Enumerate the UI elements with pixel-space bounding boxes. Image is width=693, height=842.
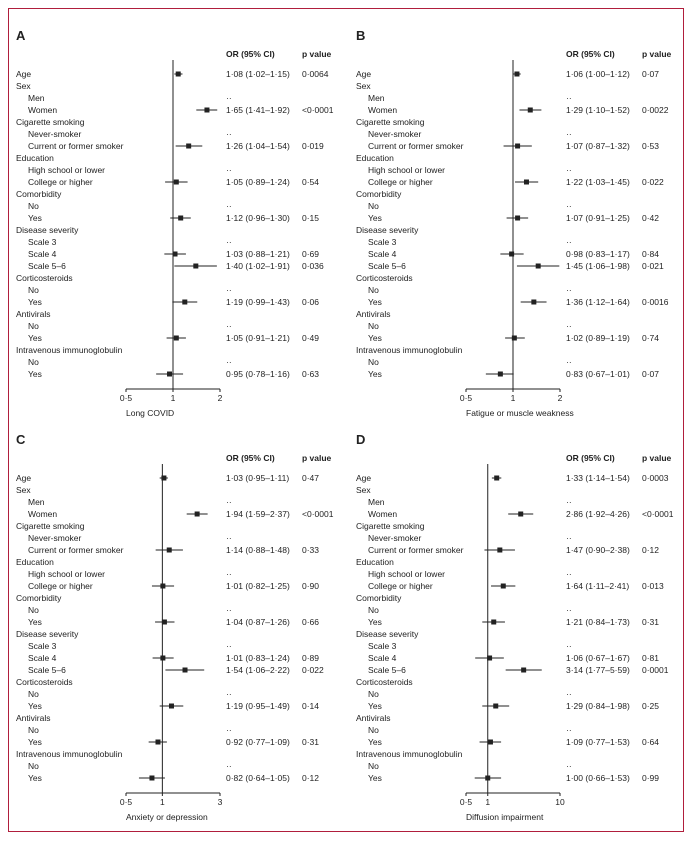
row-label: Age xyxy=(16,69,32,79)
row-label: Scale 5–6 xyxy=(368,261,406,271)
or-point-marker xyxy=(167,372,172,377)
row-label: Scale 4 xyxy=(28,653,57,663)
or-point-marker xyxy=(531,300,536,305)
or-point-marker xyxy=(178,216,183,221)
group-label: Antivirals xyxy=(16,309,51,319)
row-label: Yes xyxy=(28,617,42,627)
p-value: 0·54 xyxy=(302,177,320,187)
or-ci-value: 1·45 (1·06–1·98) xyxy=(566,261,630,271)
row-label: Scale 3 xyxy=(368,237,397,247)
group-label: Corticosteroids xyxy=(16,273,73,283)
row-label: Yes xyxy=(28,737,42,747)
row-label: Yes xyxy=(28,773,42,783)
row-label: Men xyxy=(28,497,45,507)
or-ci-value: 1·05 (0·91–1·21) xyxy=(226,333,290,343)
group-label: Cigarette smoking xyxy=(16,521,85,531)
or-point-marker xyxy=(491,620,496,625)
p-value: 0·07 xyxy=(642,69,660,79)
row-label: No xyxy=(28,285,39,295)
or-column-header: OR (95% CI) xyxy=(226,453,275,463)
or-point-marker xyxy=(160,584,165,589)
group-label: Sex xyxy=(356,485,371,495)
or-ci-value: 1·22 (1·03–1·45) xyxy=(566,177,630,187)
group-label: Comorbidity xyxy=(16,593,62,603)
or-column-header: OR (95% CI) xyxy=(566,453,615,463)
or-ci-value: 1·29 (1·10–1·52) xyxy=(566,105,630,115)
forest-plot-svg xyxy=(14,26,354,436)
p-column-header: p value xyxy=(642,49,672,59)
or-point-marker xyxy=(176,72,181,77)
reference-dots: ·· xyxy=(226,357,232,367)
row-label: Never-smoker xyxy=(368,129,422,139)
p-value: 0·42 xyxy=(642,213,660,223)
row-label: Age xyxy=(16,473,32,483)
row-label: College or higher xyxy=(28,581,93,591)
p-value: 0·036 xyxy=(302,261,324,271)
or-ci-value: 1·08 (1·02–1·15) xyxy=(226,69,290,79)
or-point-marker xyxy=(518,512,523,517)
or-ci-value: 1·54 (1·06–2·22) xyxy=(226,665,290,675)
or-ci-value: 1·01 (0·83–1·24) xyxy=(226,653,290,663)
or-point-marker xyxy=(485,776,490,781)
row-label: Yes xyxy=(28,213,42,223)
or-column-header: OR (95% CI) xyxy=(566,49,615,59)
group-label: Corticosteroids xyxy=(356,273,413,283)
row-label: Never-smoker xyxy=(368,533,422,543)
row-label: Yes xyxy=(368,369,382,379)
or-point-marker xyxy=(173,252,178,257)
or-point-marker xyxy=(174,180,179,185)
or-point-marker xyxy=(509,252,514,257)
row-label: No xyxy=(368,321,379,331)
group-label: Corticosteroids xyxy=(16,677,73,687)
forest-plot-svg xyxy=(354,26,693,436)
group-label: Corticosteroids xyxy=(356,677,413,687)
p-value: 0·022 xyxy=(302,665,324,675)
row-label: Yes xyxy=(368,297,382,307)
row-label: No xyxy=(368,761,379,771)
or-point-marker xyxy=(493,704,498,709)
reference-dots: ·· xyxy=(566,725,572,735)
p-value: 0·15 xyxy=(302,213,320,223)
p-column-header: p value xyxy=(642,453,672,463)
reference-dots: ·· xyxy=(566,605,572,615)
panel-letter: C xyxy=(16,432,26,447)
or-ci-value: 1·00 (0·66–1·53) xyxy=(566,773,630,783)
row-label: College or higher xyxy=(368,581,433,591)
group-label: Antivirals xyxy=(356,309,391,319)
reference-dots: ·· xyxy=(226,93,232,103)
reference-dots: ·· xyxy=(226,725,232,735)
or-ci-value: 1·29 (0·84–1·98) xyxy=(566,701,630,711)
x-tick-label: 1 xyxy=(159,797,165,807)
row-label: Scale 3 xyxy=(28,641,57,651)
group-label: Cigarette smoking xyxy=(16,117,85,127)
row-label: Yes xyxy=(28,701,42,711)
reference-dots: ·· xyxy=(226,761,232,771)
reference-dots: ·· xyxy=(226,237,232,247)
x-tick-label: 0·5 xyxy=(119,393,133,403)
row-label: Men xyxy=(28,93,45,103)
reference-dots: ·· xyxy=(566,165,572,175)
or-point-marker xyxy=(204,108,209,113)
forest-plot-panel-d xyxy=(354,430,693,840)
p-column-header: p value xyxy=(302,453,332,463)
p-value: 0·84 xyxy=(642,249,660,259)
row-label: No xyxy=(368,357,379,367)
group-label: Disease severity xyxy=(356,629,419,639)
or-ci-value: 3·14 (1·77–5·59) xyxy=(566,665,630,675)
row-label: High school or lower xyxy=(28,165,106,175)
row-label: College or higher xyxy=(368,177,433,187)
or-point-marker xyxy=(174,336,179,341)
row-label: Scale 4 xyxy=(28,249,57,259)
or-ci-value: 1·21 (0·84–1·73) xyxy=(566,617,630,627)
x-tick-label: 1 xyxy=(170,393,176,403)
or-point-marker xyxy=(149,776,154,781)
group-label: Intravenous immunoglobulin xyxy=(356,345,463,355)
row-label: Current or former smoker xyxy=(368,141,464,151)
or-point-marker xyxy=(155,740,160,745)
row-label: High school or lower xyxy=(368,165,446,175)
or-ci-value: 1·14 (0·88–1·48) xyxy=(226,545,290,555)
or-point-marker xyxy=(512,336,517,341)
x-tick-label: 10 xyxy=(555,797,565,807)
reference-dots: ·· xyxy=(566,357,572,367)
row-label: Yes xyxy=(28,369,42,379)
p-value: <0·0001 xyxy=(302,105,334,115)
row-label: Scale 4 xyxy=(368,249,397,259)
or-ci-value: 1·94 (1·59–2·37) xyxy=(226,509,290,519)
panel-letter: A xyxy=(16,28,26,43)
row-label: Current or former smoker xyxy=(28,545,124,555)
row-label: Never-smoker xyxy=(28,129,82,139)
row-label: Yes xyxy=(28,297,42,307)
or-point-marker xyxy=(488,740,493,745)
p-value: 0·25 xyxy=(642,701,660,711)
row-label: Scale 3 xyxy=(368,641,397,651)
row-label: No xyxy=(28,761,39,771)
p-value: 0·31 xyxy=(302,737,320,747)
reference-dots: ·· xyxy=(566,533,572,543)
p-value: 0·90 xyxy=(302,581,320,591)
or-point-marker xyxy=(497,548,502,553)
or-ci-value: 1·07 (0·91–1·25) xyxy=(566,213,630,223)
or-ci-value: 1·65 (1·41–1·92) xyxy=(226,105,290,115)
p-value: 0·31 xyxy=(642,617,660,627)
row-label: Current or former smoker xyxy=(368,545,464,555)
reference-dots: ·· xyxy=(226,641,232,651)
or-ci-value: 0·98 (0·83–1·17) xyxy=(566,249,630,259)
p-value: 0·0022 xyxy=(642,105,669,115)
row-label: No xyxy=(28,357,39,367)
p-value: 0·33 xyxy=(302,545,320,555)
or-ci-value: 1·02 (0·89–1·19) xyxy=(566,333,630,343)
p-value: 0·53 xyxy=(642,141,660,151)
group-label: Comorbidity xyxy=(356,593,402,603)
row-label: Scale 3 xyxy=(28,237,57,247)
row-label: No xyxy=(28,725,39,735)
forest-plot-panel-a xyxy=(14,26,354,436)
row-label: Scale 5–6 xyxy=(28,261,66,271)
row-label: Scale 4 xyxy=(368,653,397,663)
p-value: 0·47 xyxy=(302,473,320,483)
group-label: Intravenous immunoglobulin xyxy=(356,749,463,759)
reference-dots: ·· xyxy=(226,165,232,175)
reference-dots: ·· xyxy=(226,689,232,699)
row-label: No xyxy=(28,321,39,331)
or-point-marker xyxy=(494,476,499,481)
x-axis-label: Anxiety or depression xyxy=(126,812,208,822)
or-point-marker xyxy=(514,72,519,77)
reference-dots: ·· xyxy=(566,201,572,211)
p-value: 0·019 xyxy=(302,141,324,151)
or-ci-value: 1·26 (1·04–1·54) xyxy=(226,141,290,151)
p-value: 0·0016 xyxy=(642,297,669,307)
group-label: Comorbidity xyxy=(16,189,62,199)
row-label: Yes xyxy=(368,737,382,747)
row-label: Women xyxy=(368,105,398,115)
p-value: <0·0001 xyxy=(642,509,674,519)
p-value: 0·021 xyxy=(642,261,664,271)
row-label: Women xyxy=(28,509,58,519)
row-label: No xyxy=(368,689,379,699)
group-label: Antivirals xyxy=(16,713,51,723)
row-label: Scale 5–6 xyxy=(28,665,66,675)
p-value: 0·12 xyxy=(302,773,320,783)
row-label: No xyxy=(368,285,379,295)
or-point-marker xyxy=(167,548,172,553)
or-point-marker xyxy=(186,144,191,149)
p-value: <0·0001 xyxy=(302,509,334,519)
p-value: 0·49 xyxy=(302,333,320,343)
row-label: Yes xyxy=(368,213,382,223)
row-label: Age xyxy=(356,473,372,483)
row-label: No xyxy=(28,201,39,211)
or-ci-value: 1·47 (0·90–2·38) xyxy=(566,545,630,555)
or-ci-value: 1·36 (1·12–1·64) xyxy=(566,297,630,307)
reference-dots: ·· xyxy=(226,201,232,211)
x-tick-label: 3 xyxy=(217,797,223,807)
group-label: Cigarette smoking xyxy=(356,521,425,531)
or-point-marker xyxy=(528,108,533,113)
group-label: Education xyxy=(16,557,54,567)
group-label: Education xyxy=(356,153,394,163)
or-point-marker xyxy=(515,216,520,221)
or-point-marker xyxy=(169,704,174,709)
or-point-marker xyxy=(501,584,506,589)
row-label: Yes xyxy=(368,333,382,343)
row-label: College or higher xyxy=(28,177,93,187)
or-ci-value: 1·04 (0·87–1·26) xyxy=(226,617,290,627)
x-tick-label: 2 xyxy=(557,393,563,403)
group-label: Education xyxy=(16,153,54,163)
panel-letter: D xyxy=(356,432,366,447)
or-point-marker xyxy=(161,476,166,481)
reference-dots: ·· xyxy=(566,689,572,699)
row-label: High school or lower xyxy=(28,569,106,579)
reference-dots: ·· xyxy=(566,569,572,579)
or-column-header: OR (95% CI) xyxy=(226,49,275,59)
reference-dots: ·· xyxy=(566,93,572,103)
reference-dots: ·· xyxy=(226,321,232,331)
panel-letter: B xyxy=(356,28,366,43)
p-value: 0·022 xyxy=(642,177,664,187)
or-point-marker xyxy=(162,620,167,625)
p-value: 0·69 xyxy=(302,249,320,259)
p-value: 0·07 xyxy=(642,369,660,379)
row-label: High school or lower xyxy=(368,569,446,579)
p-value: 0·89 xyxy=(302,653,320,663)
x-axis-label: Fatigue or muscle weakness xyxy=(466,408,574,418)
p-column-header: p value xyxy=(302,49,332,59)
p-value: 0·74 xyxy=(642,333,660,343)
row-label: Yes xyxy=(368,617,382,627)
reference-dots: ·· xyxy=(566,129,572,139)
x-tick-label: 0·5 xyxy=(119,797,133,807)
p-value: 0·013 xyxy=(642,581,664,591)
or-ci-value: 1·05 (0·89–1·24) xyxy=(226,177,290,187)
p-value: 0·0001 xyxy=(642,665,669,675)
row-label: No xyxy=(28,605,39,615)
or-ci-value: 1·03 (0·95–1·11) xyxy=(226,473,290,483)
x-tick-label: 0·5 xyxy=(459,393,473,403)
row-label: Scale 5–6 xyxy=(368,665,406,675)
x-tick-label: 1 xyxy=(510,393,516,403)
reference-dots: ·· xyxy=(566,321,572,331)
p-value: 0·14 xyxy=(302,701,320,711)
or-point-marker xyxy=(524,180,529,185)
reference-dots: ·· xyxy=(566,761,572,771)
or-ci-value: 1·33 (1·14–1·54) xyxy=(566,473,630,483)
group-label: Sex xyxy=(356,81,371,91)
row-label: Men xyxy=(368,497,385,507)
or-ci-value: 1·19 (0·95–1·49) xyxy=(226,701,290,711)
row-label: No xyxy=(368,725,379,735)
row-label: Current or former smoker xyxy=(28,141,124,151)
p-value: 0·0064 xyxy=(302,69,329,79)
reference-dots: ·· xyxy=(566,641,572,651)
or-ci-value: 0·92 (0·77–1·09) xyxy=(226,737,290,747)
p-value: 0·12 xyxy=(642,545,660,555)
group-label: Comorbidity xyxy=(356,189,402,199)
row-label: No xyxy=(368,201,379,211)
p-value: 0·99 xyxy=(642,773,660,783)
or-point-marker xyxy=(487,656,492,661)
or-ci-value: 2·86 (1·92–4·26) xyxy=(566,509,630,519)
group-label: Intravenous immunoglobulin xyxy=(16,345,123,355)
reference-dots: ·· xyxy=(226,533,232,543)
reference-dots: ·· xyxy=(226,497,232,507)
or-ci-value: 0·82 (0·64–1·05) xyxy=(226,773,290,783)
group-label: Disease severity xyxy=(16,225,79,235)
forest-plot-panel-b xyxy=(354,26,693,436)
or-point-marker xyxy=(160,656,165,661)
group-label: Disease severity xyxy=(16,629,79,639)
row-label: Yes xyxy=(368,701,382,711)
group-label: Sex xyxy=(16,81,31,91)
p-value: 0·66 xyxy=(302,617,320,627)
row-label: No xyxy=(28,689,39,699)
or-ci-value: 0·83 (0·67–1·01) xyxy=(566,369,630,379)
or-point-marker xyxy=(498,372,503,377)
or-ci-value: 1·01 (0·82–1·25) xyxy=(226,581,290,591)
row-label: Men xyxy=(368,93,385,103)
or-point-marker xyxy=(182,300,187,305)
or-ci-value: 1·07 (0·87–1·32) xyxy=(566,141,630,151)
reference-dots: ·· xyxy=(566,285,572,295)
or-ci-value: 1·12 (0·96–1·30) xyxy=(226,213,290,223)
forest-plot-svg xyxy=(14,430,354,840)
group-label: Intravenous immunoglobulin xyxy=(16,749,123,759)
or-point-marker xyxy=(195,512,200,517)
reference-dots: ·· xyxy=(226,129,232,139)
forest-plot-svg xyxy=(354,430,693,840)
x-axis-label: Long COVID xyxy=(126,408,175,418)
or-ci-value: 1·03 (0·88–1·21) xyxy=(226,249,290,259)
or-point-marker xyxy=(515,144,520,149)
p-value: 0·63 xyxy=(302,369,320,379)
group-label: Sex xyxy=(16,485,31,495)
or-ci-value: 1·06 (0·67–1·67) xyxy=(566,653,630,663)
or-point-marker xyxy=(536,264,541,269)
or-point-marker xyxy=(521,668,526,673)
reference-dots: ·· xyxy=(226,569,232,579)
x-axis-label: Diffusion impairment xyxy=(466,812,544,822)
row-label: Yes xyxy=(28,333,42,343)
group-label: Education xyxy=(356,557,394,567)
or-ci-value: 1·06 (1·00–1·12) xyxy=(566,69,630,79)
x-tick-label: 2 xyxy=(217,393,223,403)
reference-dots: ·· xyxy=(226,285,232,295)
row-label: Yes xyxy=(368,773,382,783)
group-label: Cigarette smoking xyxy=(356,117,425,127)
or-ci-value: 1·09 (0·77–1·53) xyxy=(566,737,630,747)
row-label: No xyxy=(368,605,379,615)
p-value: 0·06 xyxy=(302,297,320,307)
x-tick-label: 1 xyxy=(485,797,491,807)
forest-plot-panel-c xyxy=(14,430,354,840)
group-label: Disease severity xyxy=(356,225,419,235)
row-label: Never-smoker xyxy=(28,533,82,543)
x-tick-label: 0·5 xyxy=(459,797,473,807)
reference-dots: ·· xyxy=(566,497,572,507)
row-label: Women xyxy=(368,509,398,519)
reference-dots: ·· xyxy=(566,237,572,247)
or-ci-value: 1·19 (0·99–1·43) xyxy=(226,297,290,307)
or-ci-value: 0·95 (0·78–1·16) xyxy=(226,369,290,379)
p-value: 0·64 xyxy=(642,737,660,747)
reference-dots: ·· xyxy=(226,605,232,615)
or-ci-value: 1·40 (1·02–1·91) xyxy=(226,261,290,271)
p-value: 0·0003 xyxy=(642,473,669,483)
or-point-marker xyxy=(193,264,198,269)
row-label: Age xyxy=(356,69,372,79)
group-label: Antivirals xyxy=(356,713,391,723)
or-ci-value: 1·64 (1·11–2·41) xyxy=(566,581,630,591)
or-point-marker xyxy=(183,668,188,673)
p-value: 0·81 xyxy=(642,653,660,663)
row-label: Women xyxy=(28,105,58,115)
